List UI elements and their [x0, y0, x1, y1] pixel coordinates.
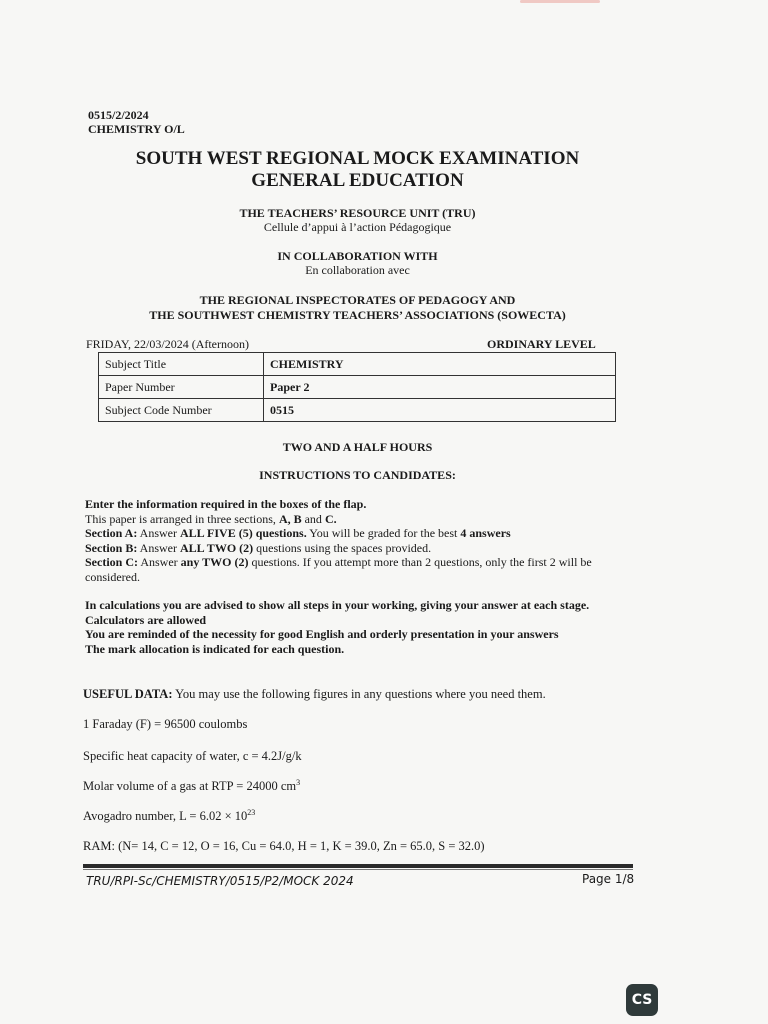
superscript: 3 — [296, 778, 301, 787]
advice-english: You are reminded of the necessity for good English and orderly presentation in your answers — [85, 627, 559, 641]
text-run: Section C: — [85, 555, 138, 569]
superscript: 23 — [247, 808, 256, 817]
instruction-sections — [85, 512, 645, 527]
text-run: questions. If you attempt more than 2 questions, only the first 2 will be considered. — [85, 555, 592, 584]
text-run: Answer — [137, 540, 181, 555]
instruction-section-a — [85, 526, 645, 541]
partner-line-2: THE SOUTHWEST CHEMISTRY TEACHERS’ ASSOCIATIONS (SOWECTA) — [149, 308, 566, 322]
advice-marks: The mark allocation is indicated for each question. — [85, 641, 345, 656]
advice-block — [85, 598, 645, 656]
table-row — [99, 376, 616, 399]
exam-level: ORDINARY LEVEL — [487, 337, 596, 351]
text-run: Answer — [137, 526, 181, 540]
table-cell-value: Paper 2 — [264, 376, 616, 399]
instructions-block — [85, 497, 645, 584]
exam-date: FRIDAY, 22/03/2024 (Afternoon) — [86, 337, 250, 351]
sub-title: GENERAL EDUCATION — [251, 170, 464, 191]
specific-heat: Specific heat capacity of water, c = 4.2J/g/k — [83, 749, 302, 763]
scan-mark — [520, 0, 600, 3]
organizer-name-fr: Cellule d’appui à l’action Pédagogique — [263, 220, 452, 234]
instructions-heading: INSTRUCTIONS TO CANDIDATES: — [259, 468, 456, 482]
table-cell-value: CHEMISTRY — [264, 353, 616, 376]
text-run: any TWO (2) — [180, 555, 249, 569]
instruction-flap: Enter the information required in the boxes of the flap. — [85, 497, 367, 511]
main-title: SOUTH WEST REGIONAL MOCK EXAMINATION — [135, 148, 580, 169]
text-run: 4 answers — [460, 526, 511, 540]
collab-heading-fr: En collaboration avec — [305, 263, 410, 277]
faraday-constant: 1 Faraday (F) = 96500 coulombs — [83, 717, 248, 731]
text-run: You may use the following figures in any questions where you need them. — [172, 687, 546, 701]
table-cell-label: Paper Number — [99, 376, 264, 399]
footer-rule-thin — [83, 869, 633, 870]
relative-atomic-masses: RAM: (N= 14, C = 12, O = 16, Cu = 64.0, H = 1, K = 39.0, Zn = 65.0, S = 32.0) — [83, 839, 485, 853]
molar-volume — [83, 778, 300, 794]
organizer-name: THE TEACHERS’ RESOURCE UNIT (TRU) — [239, 206, 476, 220]
text-run: and — [301, 511, 325, 526]
advice-calculations: In calculations you are advised to show all steps in your working, giving your answer at each stage. — [85, 598, 590, 612]
text-run: A, B — [278, 511, 302, 526]
advice-calculators: Calculators are allowed — [85, 612, 207, 627]
text-run: Section B: — [85, 540, 138, 555]
text-run: ALL TWO (2) — [180, 540, 254, 555]
text-run: Avogadro number, L = 6.02 × 10 — [83, 809, 248, 824]
avogadro-number — [83, 808, 255, 824]
instruction-section-b — [85, 541, 645, 556]
subject-code-line: CHEMISTRY O/L — [88, 122, 185, 136]
text-run: Section A: — [85, 526, 138, 540]
duration: TWO AND A HALF HOURS — [282, 440, 433, 454]
useful-data-heading — [83, 687, 546, 702]
footer-reference: TRU/RPI-Sc/CHEMISTRY/0515/P2/MOCK 2024 — [86, 874, 354, 888]
text-run: Answer — [138, 555, 181, 569]
text-run: questions using the spaces provided. — [253, 540, 432, 555]
text-run: ALL FIVE (5) questions. — [180, 526, 307, 540]
text-run: C. — [324, 511, 337, 526]
camscanner-logo: CS — [626, 984, 658, 1016]
footer-rule — [83, 864, 633, 868]
table-row — [99, 399, 616, 422]
paper-code: 0515/2/2024 — [88, 108, 149, 122]
partner-line-1: THE REGIONAL INSPECTORATES OF PEDAGOGY AND — [199, 293, 516, 307]
table-cell-label: Subject Title — [99, 353, 264, 376]
collab-heading: IN COLLABORATION WITH — [277, 249, 438, 263]
table-row — [99, 353, 616, 376]
text-run: This paper is arranged in three sections, — [85, 511, 279, 526]
text-run: You will be graded for the best — [306, 526, 461, 540]
table-cell-value: 0515 — [264, 399, 616, 422]
text-run: Molar volume of a gas at RTP = 24000 cm — [83, 779, 297, 794]
page-number: Page 1/8 — [582, 872, 635, 886]
exam-info-table — [98, 352, 616, 422]
text-run: USEFUL DATA: — [83, 687, 173, 701]
table-cell-label: Subject Code Number — [99, 399, 264, 422]
instruction-section-c — [85, 555, 645, 584]
